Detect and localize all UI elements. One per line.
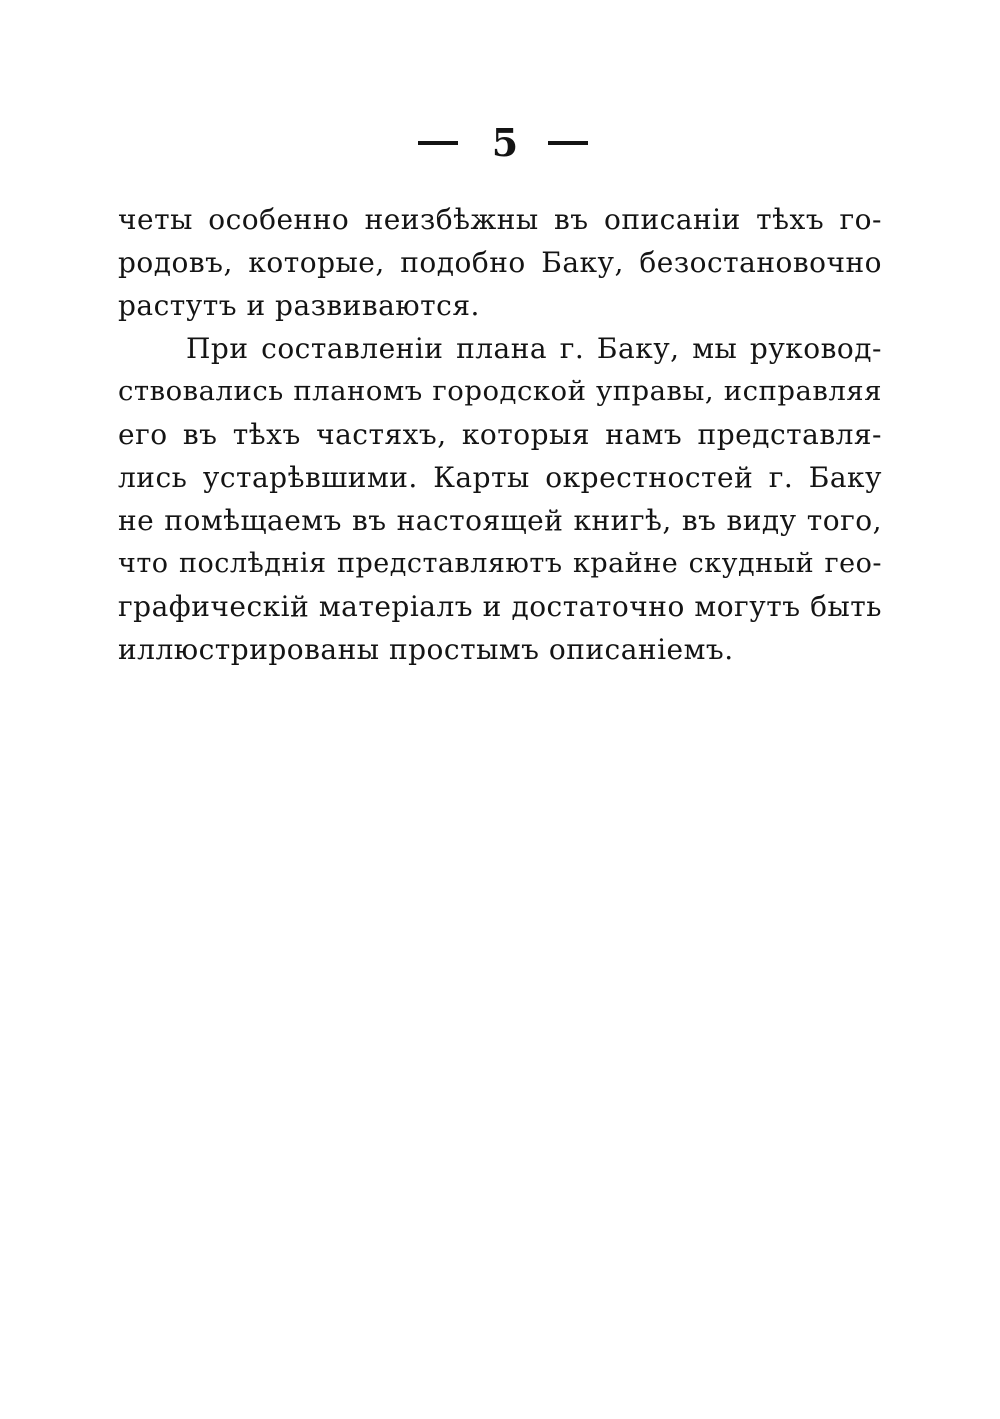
text-line: лись устарѣвшими. Карты окрестностей г. Баку [118, 461, 882, 494]
text-line: родовъ, которые, подобно Баку, безостановочно [118, 246, 882, 279]
left-dash-ornament [418, 141, 458, 145]
text-line: ствовались планомъ городской управы, исправляя [118, 375, 882, 407]
text-line: что послѣднія представляютъ крайне скудный гео- [118, 548, 882, 579]
page-number: 5 [491, 120, 519, 165]
text-line: растутъ и развиваются. [118, 289, 480, 322]
right-dash-ornament [548, 141, 588, 145]
text-line: При составленіи плана г. Баку, мы руковод- [186, 332, 882, 365]
text-line: его въ тѣхъ частяхъ, которыя намъ представля- [118, 418, 882, 451]
text-line: графическій матеріалъ и достаточно могутъ быть [118, 590, 882, 623]
paragraph-map-note [118, 327, 882, 671]
paragraph-continuation [118, 198, 882, 327]
text-line: иллюстрированы простымъ описаніемъ. [118, 633, 734, 666]
page-header [0, 118, 1000, 168]
text-line: четы особенно неизбѣжны въ описаніи тѣхъ го- [118, 203, 882, 236]
body-text [118, 198, 882, 671]
text-line: не помѣщаемъ въ настоящей книгѣ, въ виду того, [118, 504, 882, 537]
